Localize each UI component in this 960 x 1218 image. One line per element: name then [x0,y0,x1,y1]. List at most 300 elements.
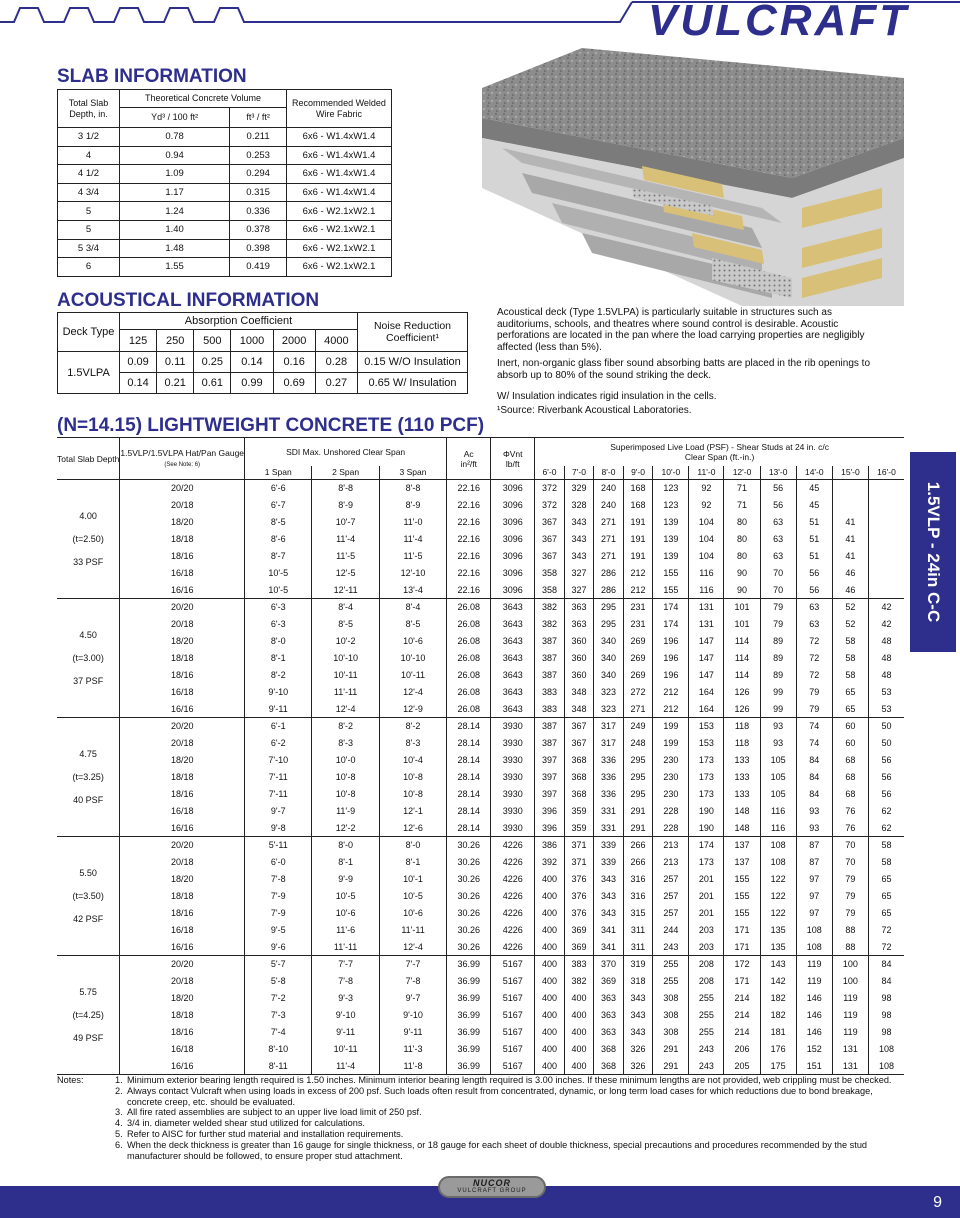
load-value-cell: 58 [832,650,868,667]
load-value-cell: 174 [689,837,724,854]
load-value-cell: 79 [832,871,868,888]
load-ac-cell: 22.16 [447,531,491,548]
note-text: Refer to AISC for further stud material and installation requirements. [127,1128,404,1139]
load-phi-cell: 5167 [491,956,535,973]
load-row [57,480,904,497]
load-value-cell: 51 [796,548,832,565]
load-row [57,565,904,582]
load-value-cell: 397 [535,769,565,786]
load-value-cell: 343 [594,888,624,905]
load-sdi-span-cell: 5'-8 [245,973,312,990]
load-value-cell: 63 [760,531,796,548]
load-sdi-span-cell: 13'-4 [379,582,446,599]
load-value-cell: 368 [564,769,594,786]
load-ac-cell: 26.08 [447,684,491,701]
load-value-cell: 387 [535,718,565,735]
load-value-cell: 181 [760,1024,796,1041]
load-value-cell: 92 [689,497,724,514]
slab-info-table [57,89,392,277]
load-gauge-cell: 20/20 [120,956,245,973]
load-header-live-label: Superimposed Live Load (PSF) - Shear Studs at 24 in. c/c [610,441,829,452]
load-value-cell: 50 [881,738,892,748]
load-value-cell: 58 [881,840,892,851]
load-sdi-span-cell: 10'-4 [379,752,446,769]
slab-row [58,128,392,147]
load-value-cell: 101 [724,616,760,633]
slab-header-ft: ft³ / ft² [230,108,287,128]
load-value-cell: 331 [594,820,624,837]
load-sdi-span-cell: 8'-8 [379,480,446,497]
load-sdi-span-cell: 7'-2 [245,990,312,1007]
slab-yd-cell: 1.17 [120,183,230,202]
acoustic-row [58,352,468,373]
load-value-cell: 400 [564,1041,594,1058]
load-value-cell: 343 [564,548,594,565]
load-value-cell: 243 [689,1058,724,1075]
load-value-cell: 122 [760,871,796,888]
load-value-cell: 71 [724,497,760,514]
load-ac-cell: 22.16 [447,565,491,582]
load-sdi-span-cell: 8'-1 [245,650,312,667]
load-value-cell: 339 [594,837,624,854]
load-value-cell: 70 [760,565,796,582]
load-sdi-span-cell: 11'-5 [379,548,446,565]
load-value-cell: 327 [564,582,594,599]
load-sdi-span-cell: 12'-10 [379,565,446,582]
load-value-cell: 84 [796,786,832,803]
note-item [115,1140,905,1162]
load-sdi-span-cell: 10'-0 [312,752,379,769]
load-value-cell: 108 [878,1044,895,1054]
load-row [57,990,904,1007]
load-sdi-span-cell: 7'-11 [245,769,312,786]
load-value-cell: 133 [724,786,760,803]
load-ac-cell: 22.16 [447,480,491,497]
load-row [57,922,904,939]
acoustic-source-note: ¹Source: Riverbank Acoustical Laboratories. [497,405,692,416]
slab-header-wire: Recommended Welded Wire Fabric [287,90,392,128]
load-value-cell: 56 [881,755,892,765]
load-gauge-cell: 18/16 [120,667,245,684]
load-sdi-span-cell: 8'-4 [312,599,379,616]
slab-ft-cell: 0.398 [230,239,287,258]
load-table-body [57,480,904,1075]
slab-wire-cell: 6x6 - W2.1xW2.1 [287,239,392,258]
load-phi-cell: 4226 [491,837,535,854]
load-value-cell: 116 [689,582,724,599]
load-value-cell: 60 [832,735,868,752]
load-row [57,939,904,956]
acoustic-frequency-cell: 1000 [231,330,273,352]
load-value-cell: 317 [594,718,624,735]
acoustic-value-cell: 0.27 [315,373,357,394]
load-sdi-span-cell: 8'-4 [379,599,446,616]
load-depth-t: (t=2.50) [72,534,104,544]
slab-ft-cell: 0.211 [230,128,287,147]
load-value-cell: 257 [653,888,689,905]
load-value-cell: 286 [594,565,624,582]
load-clear-span-header: 15'-0 [832,466,868,480]
load-value-cell: 93 [760,718,796,735]
load-value-cell: 369 [564,922,594,939]
load-value-cell: 196 [653,650,689,667]
load-value-cell: 383 [535,701,565,718]
load-sdi-span-cell: 11'-11 [312,684,379,701]
load-value-cell: 400 [535,871,565,888]
load-row [57,871,904,888]
load-header-ac-unit: in²/ft [460,458,477,469]
load-depth-depth: 5.75 [79,987,97,997]
load-sdi-span-cell: 6'-2 [245,735,312,752]
load-row [57,514,904,531]
load-value-cell: 208 [689,956,724,973]
slab-header-volume: Theoretical Concrete Volume [120,90,287,108]
load-value-cell: 48 [881,653,892,663]
load-phi-cell: 5167 [491,973,535,990]
load-value-cell: 206 [724,1041,760,1058]
load-value-cell: 400 [564,990,594,1007]
load-value-cell: 212 [623,582,653,599]
load-gauge-cell: 16/18 [120,1041,245,1058]
load-value-cell: 173 [689,769,724,786]
load-row [57,616,904,633]
load-ac-cell: 36.99 [447,1007,491,1024]
load-clear-span-header: 13'-0 [760,466,796,480]
load-value-cell: 62 [869,820,905,837]
load-sdi-span-cell: 10'-8 [312,769,379,786]
load-value-cell: 68 [832,769,868,786]
load-value-cell: 341 [594,939,624,956]
load-value-cell: 291 [623,820,653,837]
load-value-cell: 400 [564,1058,594,1075]
load-value-cell: 368 [564,786,594,803]
load-value-cell: 56 [796,582,832,599]
load-sdi-span-cell: 11'-8 [379,1058,446,1075]
load-value-cell: 51 [796,514,832,531]
load-value-cell: 173 [689,786,724,803]
load-value-cell: 368 [594,1041,624,1058]
load-sdi-span-cell: 8'-0 [379,837,446,854]
note-number: 1. [115,1075,123,1085]
load-value-cell: 139 [653,514,689,531]
load-phi-cell: 3930 [491,769,535,786]
load-value-cell: 201 [689,871,724,888]
load-sdi-span-cell: 8'-5 [379,616,446,633]
load-ac-cell: 36.99 [447,1058,491,1075]
load-value-cell: 383 [564,956,594,973]
load-value-cell: 386 [535,837,565,854]
load-sdi-span-cell: 6'-0 [245,854,312,871]
load-value-cell: 400 [535,973,565,990]
load-value-cell: 231 [623,599,653,616]
load-gauge-cell: 20/20 [120,480,245,497]
load-value-cell: 295 [623,769,653,786]
load-value-cell: 397 [535,752,565,769]
load-value-cell: 291 [653,1058,689,1075]
slab-wire-cell: 6x6 - W1.4xW1.4 [287,165,392,184]
load-phi-cell: 3930 [491,718,535,735]
note-number: 3. [115,1107,123,1118]
acoustic-paragraph-2: Inert, non-organic glass fiber sound absorbing batts are placed in the rib openings to absorb up to 80% of the sound striking the deck. [497,358,871,381]
load-sdi-span-cell: 7'-7 [379,956,446,973]
load-sdi-span-cell: 11'-5 [312,548,379,565]
load-value-cell: 212 [653,684,689,701]
load-gauge-cell: 16/16 [120,1058,245,1075]
load-depth-cell [57,837,120,956]
load-value-cell: 76 [832,803,868,820]
load-gauge-cell: 20/18 [120,616,245,633]
load-value-cell: 400 [535,888,565,905]
load-value-cell: 323 [594,701,624,718]
load-sdi-span-cell: 12'-4 [379,939,446,956]
load-header-clear-span: Clear Span (ft.-in.) [684,451,755,462]
load-value-cell: 119 [832,1024,868,1041]
load-value-cell: 147 [689,667,724,684]
acoustic-frequency-cell: 2000 [273,330,315,352]
load-phi-cell: 3930 [491,803,535,820]
load-clear-span-header: 8'-0 [594,466,624,480]
load-value-cell: 360 [564,633,594,650]
load-value-cell [869,480,905,497]
load-value-cell: 400 [535,990,565,1007]
load-value-cell: 286 [594,582,624,599]
load-value-cell: 155 [724,888,760,905]
load-sdi-span-cell: 7'-7 [312,956,379,973]
acoustic-row [58,373,468,394]
load-value-cell: 99 [760,684,796,701]
load-value-cell: 214 [724,1007,760,1024]
load-clear-span-header: 11'-0 [689,466,724,480]
load-header-ac [447,438,491,480]
load-value-cell: 174 [653,616,689,633]
load-value-cell: 60 [832,718,868,735]
load-value-cell: 343 [623,990,653,1007]
slab-depth-cell: 6 [58,258,120,277]
load-value-cell: 367 [535,531,565,548]
load-value-cell: 87 [796,854,832,871]
load-sdi-span-cell: 12'-2 [312,820,379,837]
acoustic-frequency-cell: 4000 [315,330,357,352]
load-value-cell: 182 [760,990,796,1007]
note-item [115,1118,905,1129]
load-phi-cell: 5167 [491,1007,535,1024]
load-value-cell: 164 [689,701,724,718]
slab-yd-cell: 0.78 [120,128,230,147]
load-value-cell: 87 [796,837,832,854]
load-header-ac-label: Ac [463,448,474,459]
load-value-cell: 382 [535,599,565,616]
load-gauge-cell: 16/18 [120,565,245,582]
slab-ft-cell: 0.336 [230,202,287,221]
load-value-cell: 176 [760,1041,796,1058]
load-ac-cell: 30.26 [447,888,491,905]
load-value-cell: 371 [564,854,594,871]
load-depth-psf: 42 PSF [73,914,104,924]
load-sdi-span-cell: 9'-7 [379,990,446,1007]
load-depth-cell [57,599,120,718]
load-sdi-span-cell: 9'-6 [245,939,312,956]
load-value-cell: 104 [689,514,724,531]
load-value-cell: 372 [535,497,565,514]
load-value-cell: 205 [724,1058,760,1075]
load-phi-cell: 5167 [491,1058,535,1075]
load-value-cell: 271 [623,701,653,718]
load-value-cell: 213 [653,837,689,854]
load-value-cell: 396 [535,803,565,820]
load-value-cell: 343 [564,514,594,531]
load-gauge-cell: 16/18 [120,803,245,820]
note-number: 2. [115,1085,123,1096]
load-value-cell: 318 [623,973,653,990]
load-value-cell: 63 [796,616,832,633]
load-value-cell: 100 [832,956,868,973]
note-number: 6. [115,1139,123,1150]
load-gauge-cell: 18/20 [120,752,245,769]
load-header-phi-unit: lb/ft [505,458,520,469]
load-phi-cell: 3096 [491,497,535,514]
load-gauge-cell: 20/18 [120,854,245,871]
load-value-cell: 190 [689,820,724,837]
load-value-cell [869,497,905,514]
load-value-cell: 400 [535,1041,565,1058]
load-value-cell: 212 [623,565,653,582]
slab-depth-cell: 5 [58,220,120,239]
load-value-cell: 72 [881,925,892,935]
load-sdi-span-cell: 8'-9 [379,497,446,514]
load-header-sdi: SDI Max. Unshored Clear Span [245,438,447,466]
load-value-cell: 367 [535,548,565,565]
load-value-cell: 72 [796,650,832,667]
load-value-cell: 387 [535,735,565,752]
load-sdi-span-cell: 9'-7 [245,803,312,820]
side-tab-label: 1.5VLP - 24in C-C [924,481,943,623]
load-value-cell: 53 [881,687,892,697]
load-depth-psf: 33 PSF [73,557,104,567]
load-value-cell: 114 [724,667,760,684]
load-ac-cell: 30.26 [447,854,491,871]
load-value-cell: 146 [796,1024,832,1041]
page-number: 9 [933,1194,942,1211]
load-gauge-cell: 18/18 [120,531,245,548]
load-sdi-span-cell: 10'-5 [312,888,379,905]
load-gauge-cell: 18/16 [120,548,245,565]
load-gauge-cell: 16/16 [120,939,245,956]
load-value-cell: 311 [623,939,653,956]
slab-yd-cell: 1.24 [120,202,230,221]
load-ac-cell: 26.08 [447,650,491,667]
slab-depth-cell: 4 1/2 [58,165,120,184]
load-value-cell: 41 [832,548,868,565]
slab-row [58,239,392,258]
load-value-cell [869,514,905,531]
notes-list [115,1075,905,1161]
load-value-cell: 105 [760,752,796,769]
load-value-cell: 99 [760,701,796,718]
load-value-cell: 114 [724,650,760,667]
load-value-cell: 155 [653,582,689,599]
load-row [57,633,904,650]
load-ac-cell: 30.26 [447,905,491,922]
load-value-cell: 123 [653,497,689,514]
load-value-cell: 363 [564,599,594,616]
acoustic-paragraph-3: W/ Insulation indicates rigid insulation in the cells. [497,391,717,402]
acoustic-value-cell: 0.11 [157,352,194,373]
load-sdi-span-cell: 12'-9 [379,701,446,718]
load-row [57,599,904,616]
load-value-cell: 340 [594,650,624,667]
load-value-cell: 230 [653,786,689,803]
load-value-cell: 363 [564,616,594,633]
load-value-cell: 79 [832,905,868,922]
load-sdi-span-cell: 11'-4 [312,1058,379,1075]
load-value-cell: 308 [653,1024,689,1041]
load-value-cell: 368 [564,752,594,769]
load-depth-depth: 4.50 [79,630,97,640]
load-value-cell: 326 [623,1058,653,1075]
load-sdi-span-cell: 5'-11 [245,837,312,854]
load-sdi-span-cell: 10'-5 [245,565,312,582]
load-sdi-span-cell: 9'-8 [245,820,312,837]
load-phi-cell: 3930 [491,752,535,769]
load-value-cell: 173 [689,854,724,871]
load-value-cell: 182 [760,1007,796,1024]
load-sdi-span-cell: 9'-10 [245,684,312,701]
load-sdi-span-cell: 11'-4 [312,531,379,548]
load-phi-cell: 3643 [491,684,535,701]
load-value-cell: 316 [623,871,653,888]
load-sdi-span-cell: 7'-8 [379,973,446,990]
load-ac-cell: 36.99 [447,1024,491,1041]
load-row [57,1058,904,1075]
load-value-cell: 400 [535,1024,565,1041]
load-gauge-cell: 20/18 [120,497,245,514]
load-value-cell: 53 [869,701,905,718]
load-sdi-span-cell: 7'-4 [245,1024,312,1041]
load-row [57,1007,904,1024]
note-text: Always contact Vulcraft when using loads in excess of 200 psf. Such loads often result from concentrated, dynamic, or long term load cases for which reductions due to bond breakage, concrete creep, etc. should be evaluated. [127,1085,873,1107]
load-row [57,667,904,684]
load-value-cell: 84 [796,752,832,769]
load-phi-cell: 3930 [491,786,535,803]
slab-row [58,258,392,277]
load-sdi-span-cell: 10'-10 [379,650,446,667]
load-value-cell: 400 [535,922,565,939]
load-value-cell: 231 [623,616,653,633]
slab-ft-cell: 0.378 [230,220,287,239]
load-value-cell: 340 [594,667,624,684]
load-value-cell: 45 [796,480,832,497]
load-value-cell: 255 [689,1007,724,1024]
note-text: 3/4 in. diameter welded shear stud utilized for calculations. [127,1118,365,1129]
load-sdi-span-cell: 6'-3 [245,599,312,616]
load-value-cell: 88 [832,939,868,956]
load-row [57,718,904,735]
load-value-cell: 369 [594,973,624,990]
load-value-cell: 137 [724,854,760,871]
load-sdi-span-cell: 7'-9 [245,888,312,905]
load-ac-cell: 26.08 [447,616,491,633]
load-clear-span-header: 14'-0 [796,466,832,480]
load-sdi-span-cell: 5'-7 [245,956,312,973]
side-tab [910,452,956,652]
load-row [57,956,904,973]
load-sdi-span-cell: 10'-11 [379,667,446,684]
load-sdi-span-cell: 8'-0 [245,633,312,650]
load-value-cell: 84 [881,959,892,970]
load-sdi-span-cell: 10'-11 [312,1041,379,1058]
slab-yd-cell: 1.09 [120,165,230,184]
load-sdi-span-cell: 6'-3 [245,616,312,633]
